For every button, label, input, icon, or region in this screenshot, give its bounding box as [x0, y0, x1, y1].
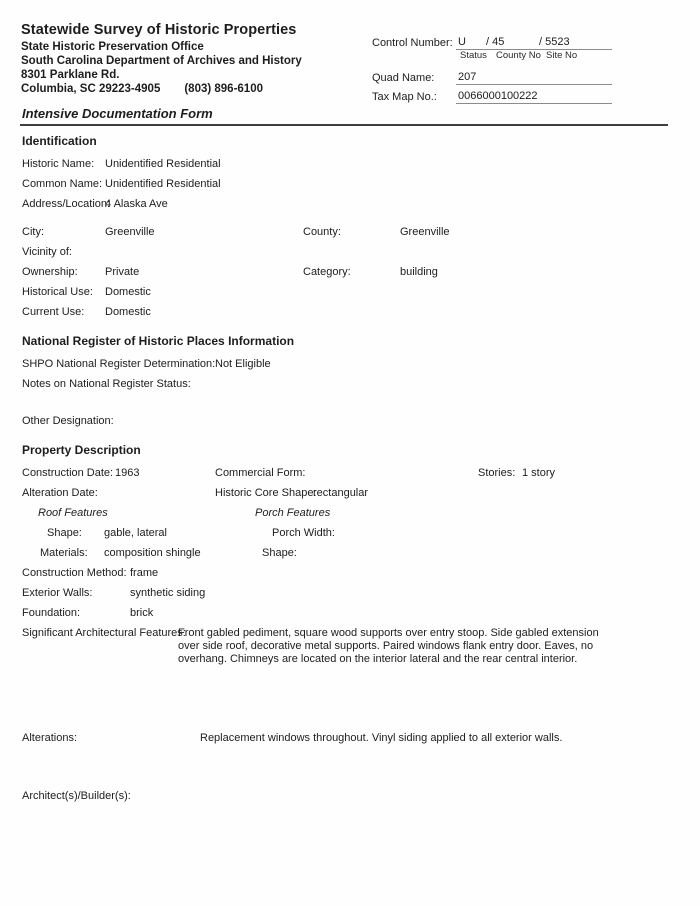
row-exterior-walls: [22, 587, 670, 600]
quad-name-row: [372, 71, 622, 85]
porch-shape-label: Shape:: [262, 547, 297, 559]
quad-name-label: Quad Name:: [372, 72, 435, 84]
historic-core-shape-label: Historic Core Shape:: [215, 487, 317, 499]
county-label: County:: [303, 226, 341, 238]
city-label: City:: [22, 226, 44, 238]
control-site-value: / 5523: [539, 36, 570, 48]
row-common-name: [22, 178, 670, 191]
form-title-rule: [20, 106, 668, 126]
row-vicinity: [22, 246, 670, 259]
control-number-label: Control Number:: [372, 37, 453, 49]
row-shpo-determination: [22, 358, 670, 371]
stories-value: 1 story: [522, 467, 556, 479]
agency-department-line: South Carolina Department of Archives and History: [21, 55, 302, 67]
historic-core-shape-value: rectangular: [313, 487, 369, 499]
exterior-walls-label: Exterior Walls:: [22, 587, 93, 599]
row-current-use: [22, 306, 670, 319]
address-location-label: Address/Location:: [22, 198, 111, 210]
tax-map-label: Tax Map No.:: [372, 91, 437, 103]
foundation-label: Foundation:: [22, 607, 81, 619]
control-status-value: U: [458, 36, 466, 48]
property-description-heading: Property Description: [22, 443, 141, 457]
vicinity-label: Vicinity of:: [22, 246, 72, 258]
tax-map-field: 0066000100222: [456, 90, 612, 104]
alteration-date-label: Alteration Date:: [22, 487, 98, 499]
quad-name-field: 207: [456, 71, 612, 85]
commercial-form-label: Commercial Form:: [215, 467, 306, 479]
row-address-location: [22, 198, 670, 211]
historic-name-label: Historic Name:: [22, 158, 95, 170]
row-feature-subheadings: [38, 507, 670, 520]
control-number-sublabels: [458, 50, 614, 62]
form-content: [22, 134, 670, 803]
porch-width-label: Porch Width:: [272, 527, 335, 539]
construction-date-value: 1963: [115, 467, 140, 479]
porch-features-subheading: Porch Features: [255, 507, 331, 519]
row-foundation: [22, 607, 670, 620]
shpo-determination-value: Not Eligible: [215, 358, 271, 370]
common-name-value: Unidentified Residential: [105, 178, 221, 190]
county-value: Greenville: [400, 226, 450, 238]
control-block: [372, 36, 622, 104]
roof-shape-value: gable, lateral: [104, 527, 167, 539]
address-location-value: 4 Alaska Ave: [105, 198, 168, 210]
construction-date-label: Construction Date:: [22, 467, 114, 479]
current-use-label: Current Use:: [22, 306, 85, 318]
stories-label: Stories:: [478, 467, 516, 479]
row-alterations: [22, 732, 670, 745]
row-historical-use: [22, 286, 670, 299]
form-title: Intensive Documentation Form: [22, 106, 213, 121]
row-construction-method: [22, 567, 670, 580]
row-alteration-date: [22, 487, 670, 500]
construction-method-label: Construction Method:: [22, 567, 127, 579]
significant-features-value: Front gabled pediment, square wood supports over entry stoop. Side gabled extension over side roof, decorative metal supports. Paired windows flank entry door. Eaves, no overhang. Chimneys are located on the interior lateral and the rear central interior.: [178, 627, 599, 665]
agency-office-line: State Historic Preservation Office: [21, 41, 204, 53]
ownership-label: Ownership:: [22, 266, 78, 278]
common-name-label: Common Name:: [22, 178, 103, 190]
identification-heading: Identification: [22, 134, 97, 148]
architect-builder-label: Architect(s)/Builder(s):: [22, 790, 131, 802]
national-register-heading: National Register of Historic Places Information: [22, 334, 295, 348]
row-other-designation: [22, 415, 670, 428]
header: [0, 0, 700, 102]
agency-street-line: 8301 Parklane Rd.: [21, 69, 120, 81]
significant-features-label: Significant Architectural Features:: [22, 627, 186, 639]
site-no-sublabel: Site No: [546, 50, 578, 61]
foundation-value: brick: [130, 607, 154, 619]
county-no-sublabel: County No: [496, 50, 541, 61]
construction-method-value: frame: [130, 567, 159, 579]
agency-phone: (803) 896-6100: [184, 83, 263, 95]
row-roof-materials-porch-shape: [40, 547, 670, 560]
ownership-value: Private: [105, 266, 140, 278]
page-title: Statewide Survey of Historic Properties: [21, 22, 297, 38]
roof-materials-label: Materials:: [40, 547, 88, 559]
status-sublabel: Status: [460, 50, 487, 61]
shpo-determination-label: SHPO National Register Determination:: [22, 358, 216, 370]
row-historic-name: [22, 158, 670, 171]
control-number-row: [372, 36, 622, 50]
alterations-label: Alterations:: [22, 732, 78, 744]
historic-name-value: Unidentified Residential: [105, 158, 221, 170]
control-county-value: / 45: [486, 36, 505, 48]
row-nr-notes: [22, 378, 670, 391]
other-designation-label: Other Designation:: [22, 415, 114, 427]
roof-materials-value: composition shingle: [104, 547, 201, 559]
row-architect-builder: [22, 790, 670, 803]
tax-map-row: [372, 90, 622, 104]
row-construction-date: [22, 467, 670, 480]
exterior-walls-value: synthetic siding: [130, 587, 206, 599]
row-ownership-category: [22, 266, 670, 279]
nr-notes-label: Notes on National Register Status:: [22, 378, 191, 390]
agency-city-state-zip: Columbia, SC 29223-4905: [21, 83, 161, 95]
row-city-county: [22, 226, 670, 239]
city-value: Greenville: [105, 226, 155, 238]
category-label: Category:: [303, 266, 351, 278]
roof-shape-label: Shape:: [47, 527, 82, 539]
historical-use-label: Historical Use:: [22, 286, 93, 298]
control-number-field: [456, 36, 612, 50]
current-use-value: Domestic: [105, 306, 151, 318]
row-significant-features: [22, 627, 670, 666]
category-value: building: [400, 266, 438, 278]
alterations-value: Replacement windows throughout. Vinyl siding applied to all exterior walls.: [200, 732, 563, 744]
roof-features-subheading: Roof Features: [38, 507, 108, 519]
row-roof-shape-porch-width: [47, 527, 670, 540]
historical-use-value: Domestic: [105, 286, 151, 298]
